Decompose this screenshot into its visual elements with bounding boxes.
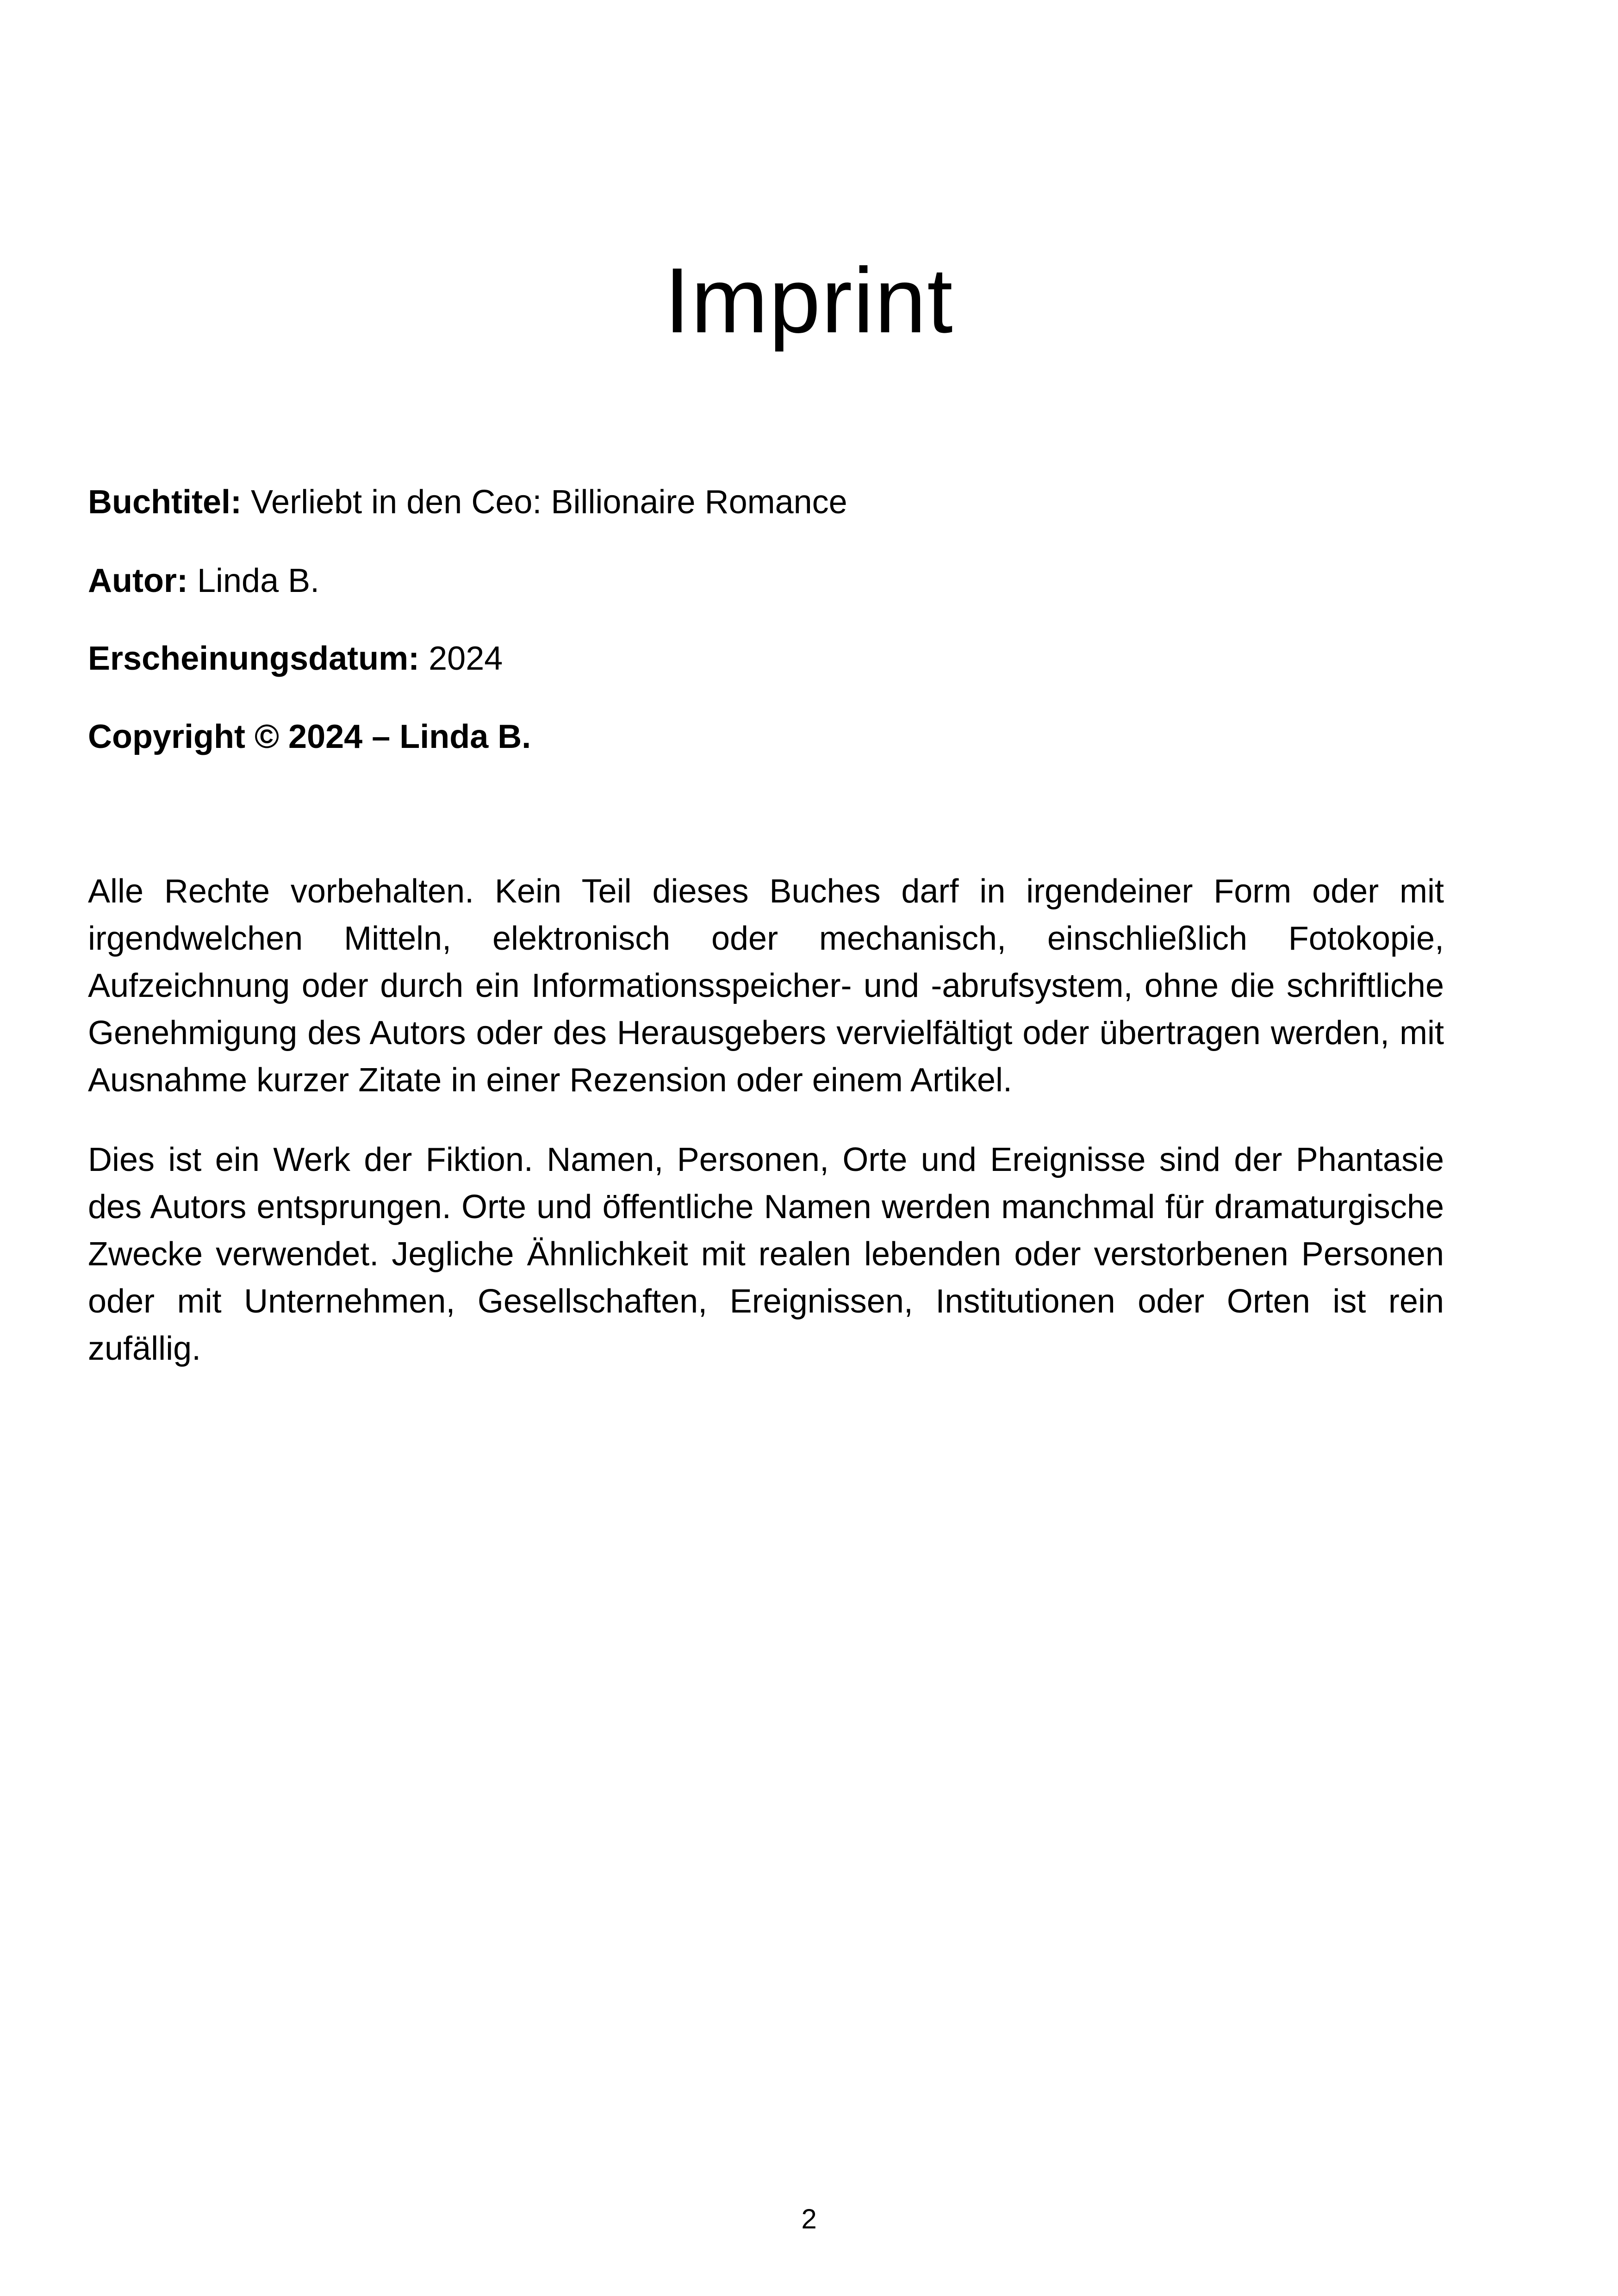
meta-author-label: Autor: [88, 562, 188, 599]
page-title: Imprint [664, 249, 954, 352]
rights-paragraph: Alle Rechte vorbehalten. Kein Teil dieses Buches darf in irgendeiner Form oder mit irgendwelchen Mitteln, elektronisch oder mechanisch, einschließlich Fotokopie, Aufzeichnung oder durch ein Informationsspeicher- und -abrufsystem, ohne die schriftliche Genehmigung des Autors oder des Herausgebers vervielfältigt oder übertragen werden, mit Ausnahme kurzer Zitate in einer Rezension oder einem Artikel. [88, 873, 1444, 1099]
fiction-disclaimer-paragraph: Dies ist ein Werk der Fiktion. Namen, Personen, Orte und Ereignisse sind der Phantasie des Autors entsprungen. Orte und öffentliche Namen werden manchmal für dramaturgische Zwecke verwendet. Jegliche Ähnlichkeit mit realen lebenden oder verstorbenen Personen oder mit Unternehmen, Gesellschaften, Ereignissen, Institutionen oder Orten ist rein zufällig. [88, 1141, 1444, 1367]
page-number: 2 [801, 2203, 817, 2234]
meta-book-title-label: Buchtitel: [88, 484, 242, 521]
meta-book-title [88, 479, 1476, 525]
meta-book-title-value: Verliebt in den Ceo: Billionaire Romance [251, 484, 847, 521]
meta-author [88, 558, 1476, 604]
meta-publication-date-label: Erscheinungsdatum: [88, 640, 420, 677]
copyright-line: Copyright © 2024 – Linda B. [88, 718, 531, 755]
meta-publication-date-value: 2024 [429, 640, 503, 677]
meta-author-value: Linda B. [197, 562, 320, 599]
meta-publication-date [88, 635, 1476, 682]
